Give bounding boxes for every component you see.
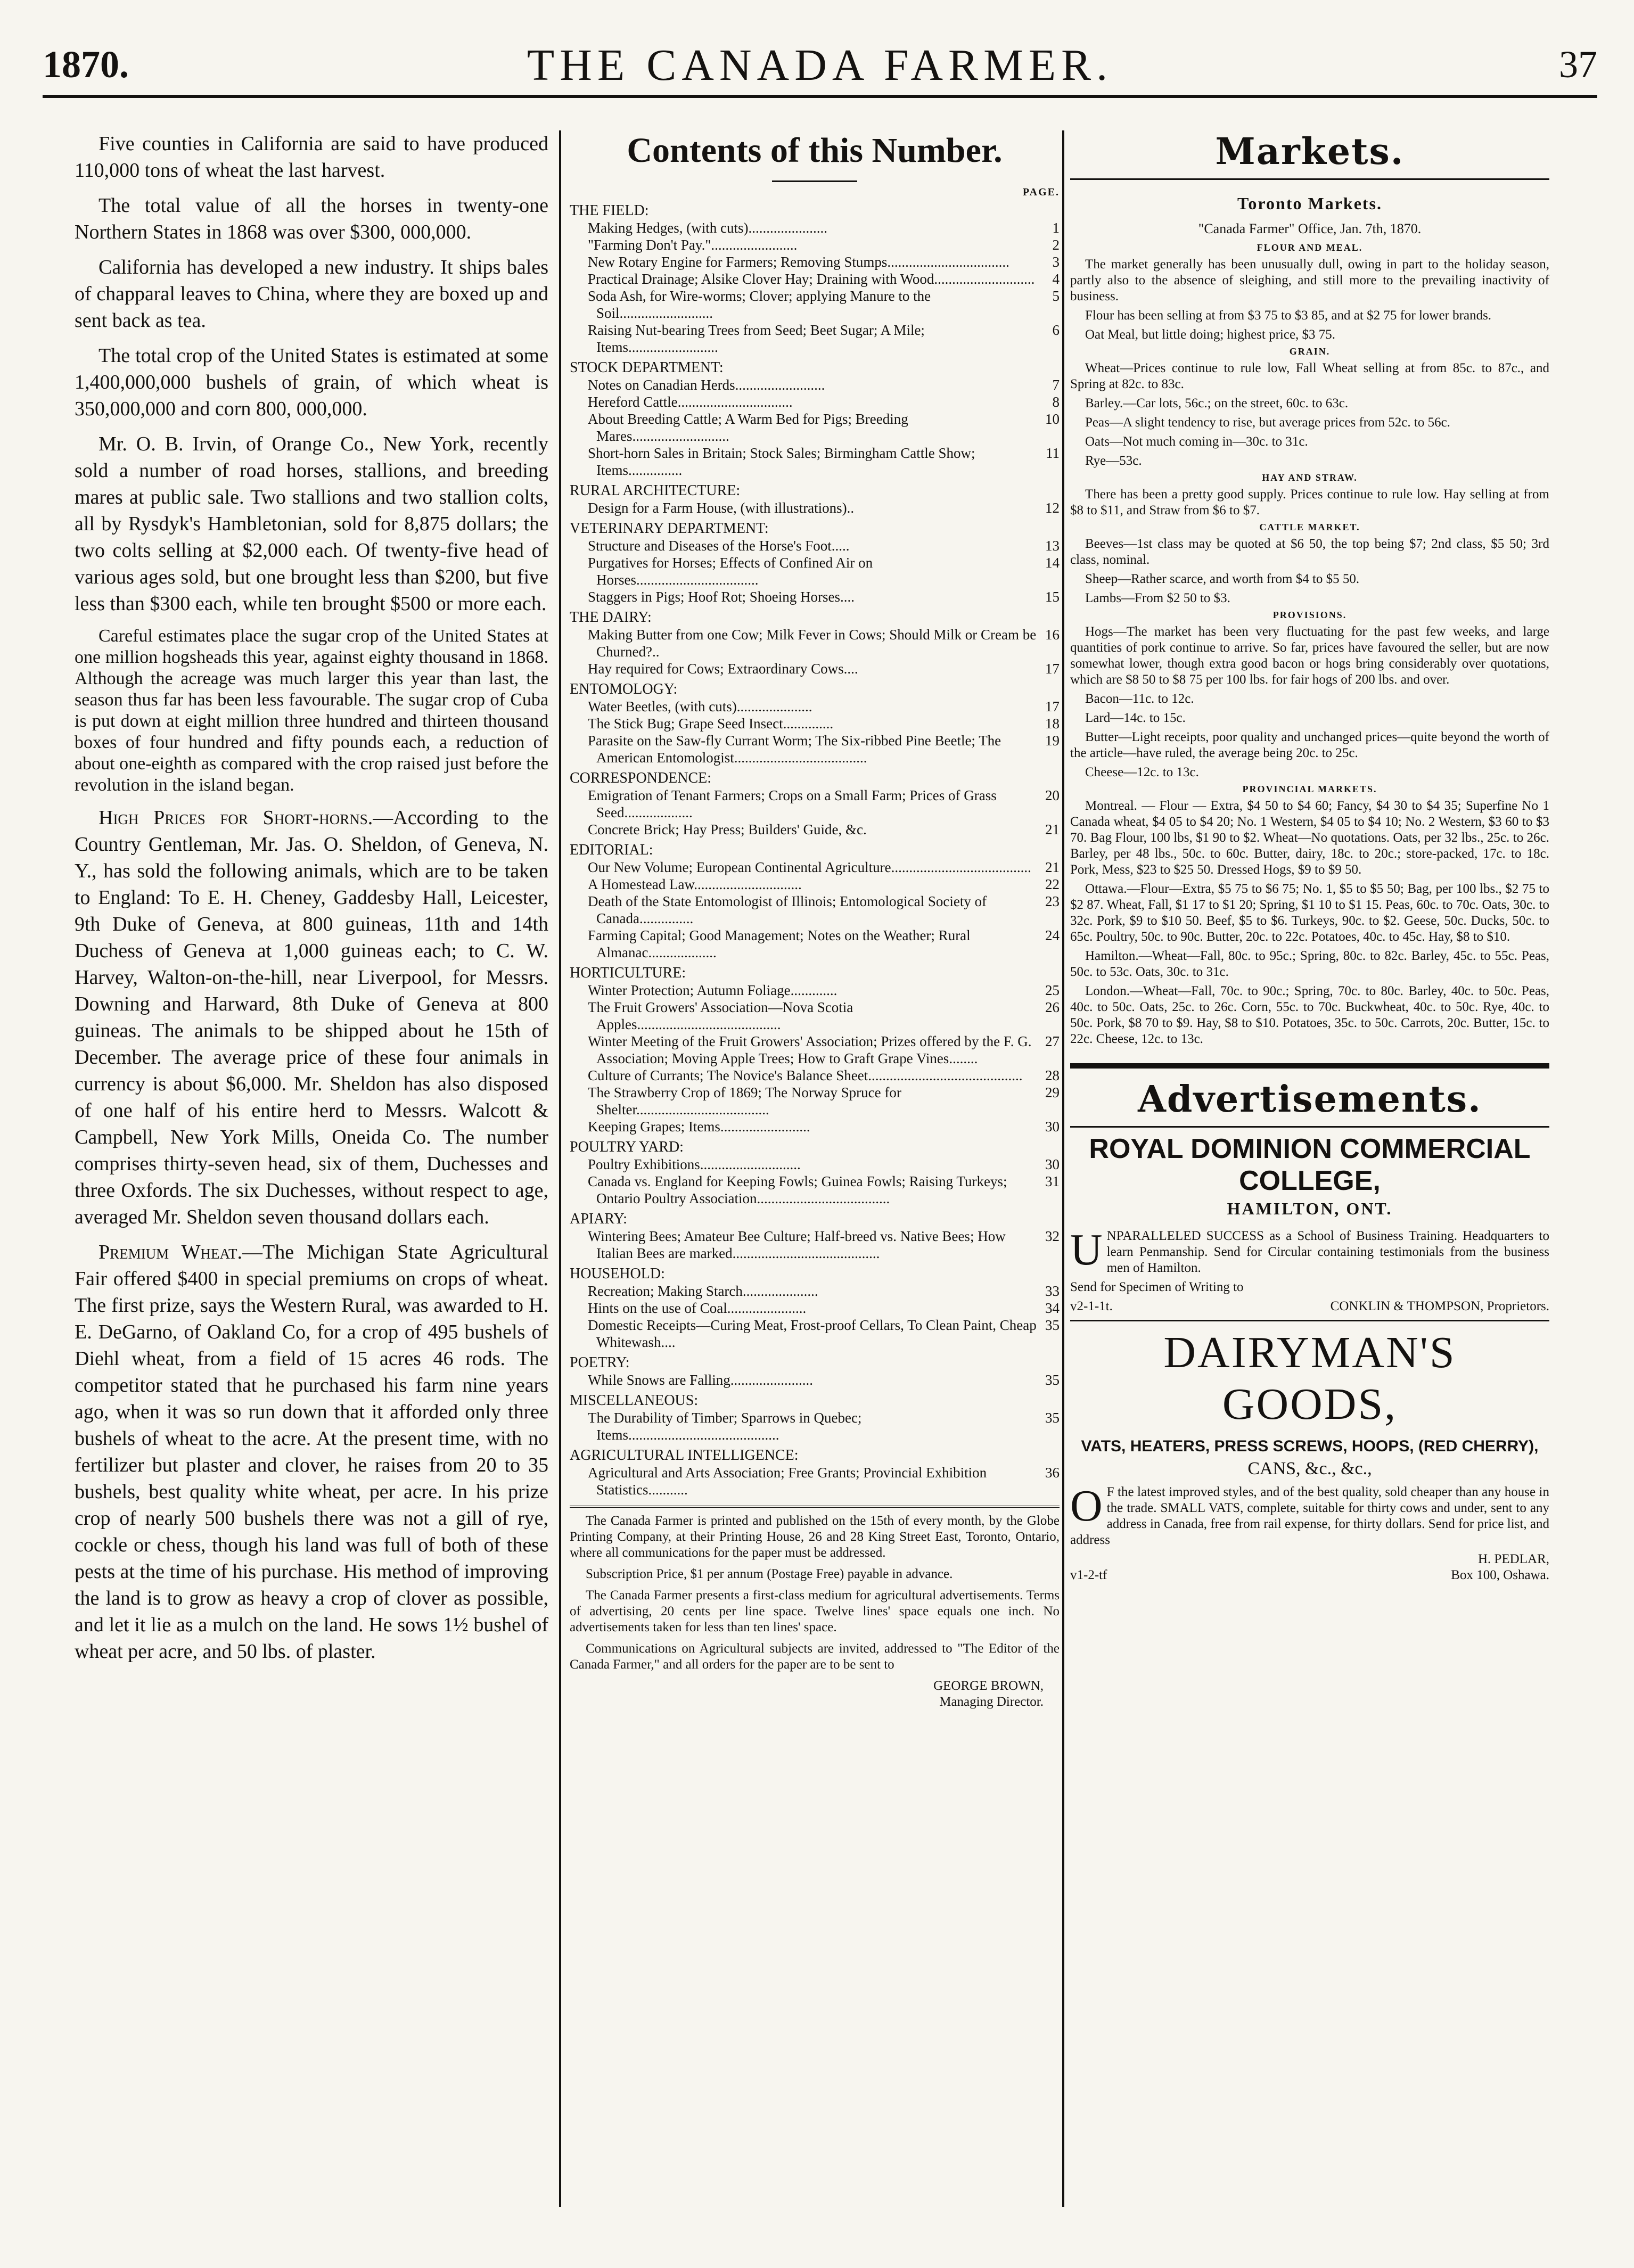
toc-entry bbox=[570, 588, 1060, 605]
toc-entry-title: The Stick Bug; Grape Seed Insect.............. bbox=[588, 716, 834, 732]
toc-entry-page: 13 bbox=[1045, 538, 1060, 554]
toc-entry bbox=[570, 376, 1060, 393]
section-rule bbox=[1070, 1063, 1549, 1069]
toc-entry-page: 17 bbox=[1045, 699, 1060, 714]
toc-entry-page: 2 bbox=[1052, 237, 1060, 253]
cattle-heading: CATTLE MARKET. bbox=[1259, 522, 1360, 532]
flour-heading: FLOUR AND MEAL. bbox=[1257, 242, 1363, 253]
toc-entry bbox=[570, 715, 1060, 732]
toc-section-heading: POETRY: bbox=[570, 1354, 630, 1371]
toc-entry-title: Practical Drainage; Alsike Clover Hay; Draining with Wood............................ bbox=[588, 271, 1035, 287]
toc-entry-page: 32 bbox=[1045, 1228, 1060, 1244]
dairy-ad-cans: CANS, &c., &c., bbox=[1247, 1459, 1372, 1478]
toc-entry-page: 5 bbox=[1052, 288, 1060, 304]
college-proprietors: CONKLIN & THOMPSON, Proprietors. bbox=[1330, 1299, 1549, 1313]
toc-entry-page: 34 bbox=[1045, 1300, 1060, 1316]
toc-entry-title: Purgatives for Horses; Effects of Confined Air on Horses.................................. bbox=[588, 555, 873, 588]
toc-entry-title: Making Butter from one Cow; Milk Fever in Cows; Should Milk or Cream be Churned?.. bbox=[588, 627, 1037, 660]
grain-heading: GRAIN. bbox=[1289, 346, 1331, 357]
toc-entry bbox=[570, 927, 1060, 961]
toc-entry bbox=[570, 236, 1060, 253]
toc-entry bbox=[570, 698, 1060, 715]
toc-entry-title: Agricultural and Arts Association; Free Grants; Provincial Exhibition Statistics........... bbox=[588, 1465, 987, 1498]
market-text: Oat Meal, but little doing; highest price, $3 75. bbox=[1085, 327, 1336, 342]
ads-rule bbox=[1070, 1126, 1549, 1128]
toc-entry-page: 35 bbox=[1045, 1317, 1060, 1333]
advertisements-title: Advertisements. bbox=[1138, 1078, 1482, 1121]
shorthorn-text: —According to the Country Gentleman, Mr. Jas. O. Sheldon, of Geneva, N. Y., has sold the following animals, which are to be taken to England: To E. H. Cheney, Gaddesby Hall, Leicester, 9th Duke of Geneva, at 800 guineas, 11th and 14th Duchess of Geneva at 1,000 guineas each; to C. W. Harvey, Walton-on-the-hill, near Liverpool, for Messrs. Downing and Harward, 8th Duke of Geneva at 800 guineas. The animals to be shipped about he 15th of December. The average price of these four animals in currency is about $6,000. Mr. Sheldon has also disposed of one half of his entire herd to Messrs. Walcott & Campbell, New York Mills, Oneida Co. The number comprises thirty-seven head, six of them, Duchesses and three Oxfords. The six Duchesses, without respect to age, averaged Mr. Sheldon seven thousand dollars each. bbox=[75, 807, 548, 1228]
toc-entry bbox=[570, 537, 1060, 554]
hay-heading: HAY AND STRAW. bbox=[1262, 472, 1358, 483]
wheat-text: —The Michigan State Agricultural Fair offered $400 in special premiums on crops of wheat. The first prize, says the Western Rural, was awarded to H. E. DeGarno, of Oakland Co, for a crop of 495 bushels of Diehl wheat, from a field of 15 acres 46 rods. The competitor stated that he purchased his farm nine years ago, when it was so run down that it afforded only three bushels of wheat to the acre. At the present time, with no fertilizer but plaster and clover, he raises from 20 to 35 bushels, best quality white wheat, per acre. In his prize crop of nearly 500 bushels there was not a gill of rye, cockle or chess, though his land was full of both of these pests at the time of his purchase. His method of improving the land is to grow as heavy a crop of clover as possible, and let it lie as a mulch on the land. He sows 1½ bushel of wheat per acre, and 50 lbs. of plaster. bbox=[75, 1241, 548, 1663]
toc-entry-page: 17 bbox=[1045, 661, 1060, 677]
toc-section-heading: POULTRY YARD: bbox=[570, 1139, 684, 1155]
toc-section-heading: HORTICULTURE: bbox=[570, 965, 686, 981]
provisions-heading: PROVISIONS. bbox=[1272, 610, 1347, 620]
toc-entry bbox=[570, 893, 1060, 927]
shorthorn-heading: High Prices for Short-horns. bbox=[98, 807, 373, 829]
toc-entry-page: 24 bbox=[1045, 927, 1060, 943]
toc-entry-title: The Strawberry Crop of 1869; The Norway Spruce for Shelter..................................... bbox=[588, 1084, 901, 1117]
toc-entry-page: 35 bbox=[1045, 1372, 1060, 1388]
toc-entry-page: 30 bbox=[1045, 1119, 1060, 1135]
college-specimen: Send for Specimen of Writing to bbox=[1070, 1280, 1244, 1294]
toc-entry-page: 1 bbox=[1052, 220, 1060, 236]
toc-entry bbox=[570, 1173, 1060, 1207]
dairy-ad-footer bbox=[1070, 1551, 1549, 1567]
toc-section-heading: VETERINARY DEPARTMENT: bbox=[570, 520, 769, 537]
toc-entry-title: Culture of Currants; The Novice's Balance Sheet........................................... bbox=[588, 1067, 1023, 1083]
toc-entry-title: "Farming Don't Pay."........................ bbox=[588, 237, 798, 253]
toc-entry-title: While Snows are Falling....................... bbox=[588, 1372, 813, 1388]
market-text: Cheese—12c. to 13c. bbox=[1085, 765, 1199, 779]
toc-entry bbox=[570, 393, 1060, 410]
newspaper-title: THE CANADA FARMER. bbox=[527, 40, 1113, 90]
toc-entry-page: 19 bbox=[1045, 733, 1060, 749]
toc-entry-page: 14 bbox=[1045, 555, 1060, 571]
toc-entry-title: Hay required for Cows; Extraordinary Cows.... bbox=[588, 661, 858, 677]
ad-code: v1-2-tf bbox=[1070, 1568, 1107, 1582]
page-number: 37 bbox=[1559, 43, 1597, 86]
markets-title: Markets. bbox=[1215, 130, 1405, 173]
toc-entry-page: 23 bbox=[1045, 893, 1060, 909]
markets-column bbox=[1070, 130, 1549, 2225]
toc-entry bbox=[570, 270, 1060, 287]
toc-entry-page: 6 bbox=[1052, 322, 1060, 338]
drop-cap: U bbox=[1070, 1225, 1103, 1275]
news-paragraph: Five counties in California are said to have produced 110,000 tons of wheat the last harvest. bbox=[75, 133, 548, 182]
toc-entry-page: 16 bbox=[1045, 627, 1060, 643]
toc-entry-page: 35 bbox=[1045, 1410, 1060, 1426]
news-paragraph: The total value of all the horses in twenty-one Northern States in 1868 was over $300, 000,000. bbox=[75, 194, 548, 243]
toc-entry-title: Structure and Diseases of the Horse's Foot..... bbox=[588, 538, 850, 554]
wheat-heading: Premium Wheat. bbox=[98, 1241, 243, 1263]
toc-entry-page: 18 bbox=[1045, 716, 1060, 732]
market-text: Ottawa.—Flour—Extra, $5 75 to $6 75; No. 1, $5 to $5 50; Bag, per 100 lbs., $2 75 to $2 87. Wheat, Fall, $1 17 to $1 20; Spring, $1 10 to $1 15. Peas, 60c. to 70c. Oats, 30c. to 32c. Pork, $9 to $10 50. Beef, $5 to $6. Turkeys, 90c. to $2. Geese, 50c. Ducks, 50c. to 65c. Poultry, 50c. to 90c. Butter, 20c. to 22c. Potatoes, 40c. to 45c. Hay, $8 to $10. bbox=[1070, 882, 1549, 944]
toc-entry-title: Domestic Receipts—Curing Meat, Frost-proof Cellars, To Clean Paint, Cheap Whitewash.... bbox=[588, 1317, 1037, 1350]
toc-entry-page: 28 bbox=[1045, 1067, 1060, 1083]
toc-section-heading: THE FIELD: bbox=[570, 202, 649, 219]
toc-entry bbox=[570, 999, 1060, 1033]
dairy-ad-body bbox=[1070, 1481, 1549, 1548]
toc-entry-page: 11 bbox=[1046, 445, 1060, 461]
market-text: The market generally has been unusually dull, owing in part to the holiday season, partly also to the absence of sleighing, and still more to the prevailing inactivity of business. bbox=[1070, 257, 1549, 303]
toc-entry-title: Recreation; Making Starch..................... bbox=[588, 1283, 818, 1299]
dairy-address: Box 100, Oshawa. bbox=[1451, 1568, 1549, 1582]
issue-year: 1870. bbox=[43, 43, 129, 86]
college-city: HAMILTON, ONT. bbox=[1227, 1199, 1393, 1218]
toc-section-heading: EDITORIAL: bbox=[570, 842, 653, 858]
market-text: Oats—Not much coming in—30c. to 31c. bbox=[1085, 434, 1308, 449]
toc-entry-title: Poultry Exhibitions............................ bbox=[588, 1156, 801, 1172]
toc-entry bbox=[570, 876, 1060, 893]
toc-entry-title: The Durability of Timber; Sparrows in Quebec; Items.......................................... bbox=[588, 1410, 862, 1443]
toc-entry bbox=[570, 1464, 1060, 1498]
toc-section-heading: AGRICULTURAL INTELLIGENCE: bbox=[570, 1447, 799, 1464]
shorthorn-article bbox=[75, 804, 548, 1230]
toc-entry-page: 7 bbox=[1052, 377, 1060, 393]
publisher-note: The Canada Farmer is printed and published on the 15th of every month, by the Globe Printing Company, at their Printing House, 26 and 28 King Street East, Toronto, Ontario, where all communications for the paper must be addressed. bbox=[570, 1514, 1060, 1560]
toc-section-heading: THE DAIRY: bbox=[570, 609, 652, 626]
toc-entry-page: 10 bbox=[1045, 411, 1060, 427]
ads-rule bbox=[1070, 1320, 1549, 1321]
toc-entry-title: A Homestead Law.............................. bbox=[588, 876, 802, 892]
toc-entry bbox=[570, 660, 1060, 677]
toc-entry bbox=[570, 410, 1060, 445]
toc-entry-page: 31 bbox=[1045, 1173, 1060, 1189]
toc-entry-title: Design for a Farm House, (with illustrations).. bbox=[588, 500, 855, 516]
signature-name: GEORGE BROWN, bbox=[933, 1679, 1044, 1693]
column-divider bbox=[559, 130, 561, 2207]
dairy-ad-title: DAIRYMAN'S GOODS, bbox=[1163, 1328, 1456, 1429]
news-paragraph: Mr. O. B. Irvin, of Orange Co., New York, recently sold a number of road horses, stallions, and breeding mares at public sale. Two stallions and two stallion colts, all by Rysdyk's Hambletonian, sold for 8,875 dollars; the two colts selling at $2,000 each. Of twenty-five head of various ages sold, but one brought less than $200, but five less than $300 each, while ten brought $500 or more each. bbox=[75, 433, 548, 615]
drop-cap: O bbox=[1070, 1481, 1103, 1531]
contents-column bbox=[570, 130, 1060, 2225]
toc-entry-page: 21 bbox=[1045, 859, 1060, 875]
toc-entry-page: 22 bbox=[1045, 876, 1060, 892]
market-text: Sheep—Rather scarce, and worth from $4 to $5 50. bbox=[1085, 572, 1360, 586]
toc-entry-title: Raising Nut-bearing Trees from Seed; Beet Sugar; A Mile; Items......................... bbox=[588, 322, 925, 355]
toc-entry bbox=[570, 1067, 1060, 1084]
toc-entry-title: Hereford Cattle................................ bbox=[588, 394, 793, 410]
toc-entry bbox=[570, 982, 1060, 999]
toc-entry bbox=[570, 1409, 1060, 1443]
market-text: Lard—14c. to 15c. bbox=[1085, 711, 1186, 725]
toc-entry-page: 12 bbox=[1045, 500, 1060, 516]
toc-entry-page: 15 bbox=[1045, 589, 1060, 605]
toc-section-heading: MISCELLANEOUS: bbox=[570, 1392, 699, 1409]
toc-section-heading: ENTOMOLOGY: bbox=[570, 681, 678, 697]
market-text: Beeves—1st class may be quoted at $6 50, the top being $7; 2nd class, $5 50; 3rd class, nominal. bbox=[1070, 537, 1549, 567]
contents-rule bbox=[570, 1506, 1060, 1508]
market-text: Lambs—From $2 50 to $3. bbox=[1085, 591, 1230, 605]
toc-entry bbox=[570, 445, 1060, 479]
toc-entry-title: About Breeding Cattle; A Warm Bed for Pigs; Breeding Mares........................... bbox=[588, 411, 908, 444]
toc-entry-title: Canada vs. England for Keeping Fowls; Guinea Fowls; Raising Turkeys; Ontario Poultry Association..................................... bbox=[588, 1173, 1007, 1206]
header-rule bbox=[43, 95, 1597, 98]
toc-entry-title: Death of the State Entomologist of Illinois; Entomological Society of Canada............... bbox=[588, 893, 987, 926]
market-text: Hamilton.—Wheat—Fall, 80c. to 95c.; Spring, 80c. to 82c. Barley, 45c. to 55c. Peas, 50c. to 53c. Oats, 30c. to 31c. bbox=[1070, 949, 1549, 979]
toc-entry bbox=[570, 1156, 1060, 1173]
communications-note: Communications on Agricultural subjects are invited, addressed to "The Editor of the Canada Farmer," and all orders for the paper are to be sent to bbox=[570, 1641, 1060, 1672]
college-ad-footer bbox=[1070, 1299, 1549, 1314]
toc-entry bbox=[570, 626, 1060, 660]
toc-entry bbox=[570, 1317, 1060, 1351]
toc-entry bbox=[570, 859, 1060, 876]
toc-entry bbox=[570, 1228, 1060, 1262]
toc-entry bbox=[570, 1084, 1060, 1118]
page-column-label: PAGE. bbox=[1022, 186, 1060, 198]
toc-entry bbox=[570, 499, 1060, 516]
toc-entry bbox=[570, 253, 1060, 270]
dairy-ad-footer bbox=[1070, 1567, 1549, 1583]
toc-entry-title: New Rotary Engine for Farmers; Removing Stumps.................................. bbox=[588, 254, 1009, 270]
market-text: Bacon—11c. to 12c. bbox=[1085, 692, 1194, 706]
toc-entry bbox=[570, 1033, 1060, 1067]
toc-entry-page: 33 bbox=[1045, 1283, 1060, 1299]
subscription-note: Subscription Price, $1 per annum (Postage Free) payable in advance. bbox=[586, 1567, 953, 1581]
toc-section-heading: RURAL ARCHITECTURE: bbox=[570, 482, 741, 499]
toc-entry-page: 26 bbox=[1045, 999, 1060, 1015]
page-header bbox=[43, 32, 1597, 101]
toc-entry bbox=[570, 1300, 1060, 1317]
toc-entry-title: Staggers in Pigs; Hoof Rot; Shoeing Horses.... bbox=[588, 589, 855, 605]
toc-entry-page: 27 bbox=[1045, 1033, 1060, 1049]
market-text: Rye—53c. bbox=[1085, 454, 1142, 468]
markets-rule bbox=[1070, 178, 1549, 180]
toc-entry-title: Keeping Grapes; Items......................... bbox=[588, 1119, 810, 1135]
toc-entry-title: Farming Capital; Good Management; Notes on the Weather; Rural Almanac................... bbox=[588, 927, 971, 960]
toc-entry-page: 20 bbox=[1045, 787, 1060, 803]
title-rule bbox=[772, 180, 857, 182]
college-ad-body bbox=[1070, 1225, 1549, 1276]
news-paragraph: California has developed a new industry. It ships bales of chapparal leaves to China, where they are boxed up and sent back as tea. bbox=[75, 256, 548, 332]
toc-entry-page: 25 bbox=[1045, 982, 1060, 998]
toc-entry-title: The Fruit Growers' Association—Nova Scotia Apples........................................ bbox=[588, 999, 853, 1032]
toc-entry-page: 36 bbox=[1045, 1465, 1060, 1481]
toc-entry-title: Emigration of Tenant Farmers; Crops on a Small Farm; Prices of Grass Seed................... bbox=[588, 787, 997, 820]
toc-entry-page: 29 bbox=[1045, 1084, 1060, 1100]
toc-entry bbox=[570, 1118, 1060, 1135]
table-of-contents bbox=[570, 202, 1060, 1498]
provincial-heading: PROVINCIAL MARKETS. bbox=[1242, 784, 1377, 794]
toc-entry-page: 8 bbox=[1052, 394, 1060, 410]
market-text: Wheat—Prices continue to rule low, Fall Wheat selling at from 85c. to 87c., and Spring at 82c. to 83c. bbox=[1070, 361, 1549, 391]
market-text: London.—Wheat—Fall, 70c. to 90c.; Spring, 70c. to 80c. Barley, 40c. to 50c. Peas, 40c. to 50c. Oats, 25c. to 26c. Corn, 55c. to 70c. Buckwheat, 40c. to 50c. Rye, 40c. to 50c. Pork, $8 70 to $9. Hay, $8 to $10. Potatoes, 35c. to 50c. Carrots, 20c. Butter, 15c. to 22c. Cheese, 12c. to 13c. bbox=[1070, 984, 1549, 1046]
toc-entry bbox=[570, 1371, 1060, 1388]
toc-entry bbox=[570, 821, 1060, 838]
toc-entry-page: 21 bbox=[1045, 821, 1060, 837]
toc-entry-title: Water Beetles, (with cuts)..................... bbox=[588, 699, 812, 714]
toc-section-heading: HOUSEHOLD: bbox=[570, 1266, 665, 1282]
college-name: ROYAL DOMINION COMMERCIAL COLLEGE, bbox=[1089, 1133, 1531, 1196]
toc-entry-title: Parasite on the Saw-fly Currant Worm; The Six-ribbed Pine Beetle; The American Entomologist..................................... bbox=[588, 733, 1001, 766]
market-dateline: "Canada Farmer" Office, Jan. 7th, 1870. bbox=[1198, 221, 1422, 236]
toc-entry bbox=[570, 787, 1060, 821]
toc-entry-title: Winter Meeting of the Fruit Growers' Association; Prizes offered by the F. G. Association; Moving Apple Trees; How to Graft Grape Vines........ bbox=[588, 1033, 1032, 1066]
toc-entry bbox=[570, 554, 1060, 588]
market-text: Peas—A slight tendency to rise, but average prices from 52c. to 56c. bbox=[1085, 415, 1450, 430]
market-text: Flour has been selling at from $3 75 to $3 85, and at $2 75 for lower brands. bbox=[1085, 308, 1492, 323]
dairy-ad-text: F the latest improved styles, and of the best quality, sold cheaper than any house in the trade. SMALL VATS, complete, suitable for thirty cows and under, sent to any address in Canada, free from rail expense, for thirty dollars. Send for price list, and address bbox=[1070, 1485, 1549, 1547]
toc-entry-page: 30 bbox=[1045, 1156, 1060, 1172]
toronto-heading: Toronto Markets. bbox=[1237, 194, 1382, 213]
toc-entry bbox=[570, 322, 1060, 356]
college-ad-text: NPARALLELED SUCCESS as a School of Business Training. Headquarters to learn Penmanship. Send for Circular containing testimonials from the business men of Hamilton. bbox=[1106, 1229, 1549, 1275]
toc-entry-title: Wintering Bees; Amateur Bee Culture; Half-breed vs. Native Bees; How Italian Bees are marked......................................... bbox=[588, 1228, 1006, 1261]
market-text: There has been a pretty good supply. Prices continue to rule low. Hay selling at from $8 to $11, and Straw from $6 to $7. bbox=[1070, 487, 1549, 517]
toc-section-heading: APIARY: bbox=[570, 1211, 627, 1227]
signature-title: Managing Director. bbox=[939, 1695, 1044, 1709]
news-column bbox=[75, 130, 548, 2225]
toc-entry-title: Making Hedges, (with cuts)...................... bbox=[588, 220, 827, 236]
wheat-article bbox=[75, 1239, 548, 1665]
contents-title: Contents of this Number. bbox=[627, 131, 1003, 170]
ad-code: v2-1-1t. bbox=[1070, 1299, 1113, 1313]
toc-entry-title: Notes on Canadian Herds......................... bbox=[588, 377, 825, 393]
news-paragraph: Careful estimates place the sugar crop of the United States at one million hogsheads this year, against eighty thousand in 1868. Although the acreage was much larger this year than last, the season thus far has been less favourable. The sugar crop of Cuba is put down at eight million three hundred and thirteen thousand boxes of four hundred and fifty pounds each, a reduction of about one-eighth as compared with the crop raised just before the revolution in the island began. bbox=[75, 626, 548, 795]
toc-entry-title: Soda Ash, for Wire-worms; Clover; applying Manure to the Soil.......................... bbox=[588, 288, 931, 321]
toc-entry bbox=[570, 219, 1060, 236]
toc-entry-page: 4 bbox=[1052, 271, 1060, 287]
toc-entry-page: 3 bbox=[1052, 254, 1060, 270]
market-text: Butter—Light receipts, poor quality and unchanged prices—quite beyond the worth of the article—have ruled, the average being 20c. to 25c. bbox=[1070, 730, 1549, 760]
toc-entry-title: Short-horn Sales in Britain; Stock Sales; Birmingham Cattle Show; Items............... bbox=[588, 445, 975, 478]
market-text: Barley.—Car lots, 56c.; on the street, 60c. to 63c. bbox=[1085, 396, 1349, 410]
advertising-note: The Canada Farmer presents a first-class medium for agricultural advertisements. Terms of advertising, 20 cents per line space. Twelve lines' space equals one inch. No advertisements taken for less than ten lines' space. bbox=[570, 1588, 1060, 1634]
toc-entry bbox=[570, 732, 1060, 766]
toc-section-heading: CORRESPONDENCE: bbox=[570, 770, 712, 786]
toc-entry-title: Our New Volume; European Continental Agriculture....................................... bbox=[588, 859, 1031, 875]
dairy-proprietor: H. PEDLAR, bbox=[1477, 1552, 1549, 1566]
toc-section-heading: STOCK DEPARTMENT: bbox=[570, 359, 724, 376]
toc-entry bbox=[570, 1283, 1060, 1300]
dairy-ad-items: VATS, HEATERS, PRESS SCREWS, HOOPS, (RED CHERRY), bbox=[1081, 1437, 1539, 1455]
market-text: Montreal. — Flour — Extra, $4 50 to $4 60; Fancy, $4 30 to $4 35; Superfine No 1 Canada wheat, $4 05 to $4 20; No. 1 Western, $4 05 to $4 10; No. 2 Western, $3 60 to $3 70. Bag Flour, 100 lbs, $1 90 to $2. Wheat—No quotations. Oats, per 32 lbs., 25c. to 26c. Barley, per 48 lbs., 50c. to 60c. Butter, dairy, 18c. to 20c.; store-packed, 17c. to 18c. Pork, Mess, $23 to $25 50. Dressed Hogs, $9 to $9 50. bbox=[1070, 799, 1549, 877]
toc-entry-title: Concrete Brick; Hay Press; Builders' Guide, &c. bbox=[588, 821, 867, 837]
toc-entry-title: Winter Protection; Autumn Foliage............. bbox=[588, 982, 837, 998]
column-divider bbox=[1062, 130, 1064, 2207]
toc-entry-title: Hints on the use of Coal...................... bbox=[588, 1300, 807, 1316]
news-paragraph: The total crop of the United States is estimated at some 1,400,000,000 bushels of grain, of which wheat is 350,000,000 and corn 800, 000,000. bbox=[75, 344, 548, 420]
market-text: Hogs—The market has been very fluctuating for the past few weeks, and large quantities of pork continue to arrive. So far, prices have favoured the seller, but are now somewhat lower, though extra good bacon or hogs bring considerably over quotations, which are $8 50 to $8 75 per 100 lbs. for fair hogs of 200 lbs. and over. bbox=[1070, 624, 1549, 687]
toc-entry bbox=[570, 287, 1060, 322]
